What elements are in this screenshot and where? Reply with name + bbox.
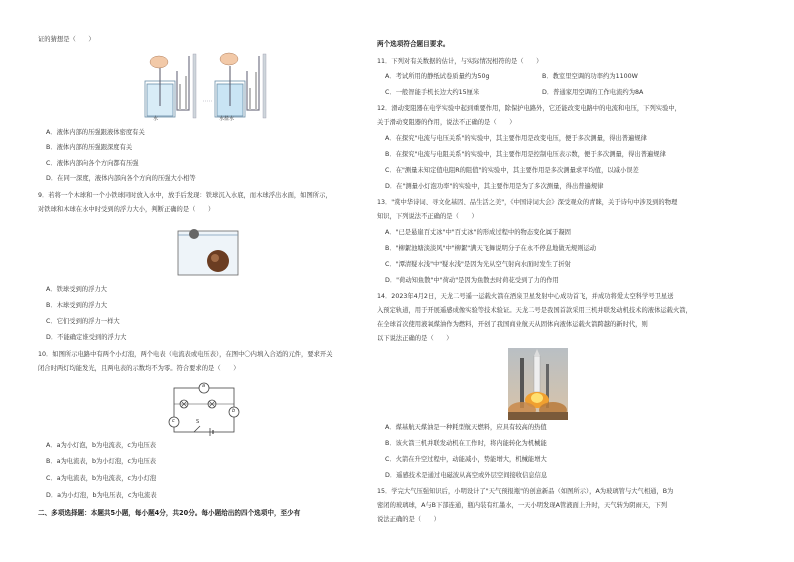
q13-line-2: 知识，下列说法不正确的是（ ） (377, 213, 478, 220)
q10-label-b: b (232, 408, 236, 414)
q11-option-b: B．教室里空调的功率约为1100W (542, 73, 638, 80)
q10-line-2: 闭合时两灯均能发光，且两电表的示数均不为零。符合要求的是（ ） (38, 365, 240, 372)
q14-line-3: 在全球首次使用液氧煤油作为燃料，开创了我国商业航天从固体向液体运载火箭跨越的新时代，则 (377, 321, 648, 328)
q14-line-2: 入预定轨道，用于开展遥感成像实验等技术验证。天龙二号是我国首款采用三机并联发动机技术的液体运载火箭， (377, 307, 692, 314)
q10-option-a: A．a为小灯泡，b为电流表，c为电压表 (46, 442, 157, 449)
q14-option-c: C．火箭在升空过程中，动能减小，势能增大，机械能增大 (385, 456, 547, 463)
q11-option-c: C．一般智能手机长边大约15厘米 (385, 89, 480, 96)
q9-option-b: B．木球受到的浮力大 (46, 302, 107, 309)
q14-rocket-photo (508, 348, 568, 423)
q9-line-2: 对铁球和木球在水中时受到的浮力大小，判断正确的是（ ） (38, 206, 215, 213)
q11-option-d: D．普通家用空调的工作电流约为8A (542, 89, 644, 96)
q8-option-a: A．液体内部的压强跟液体密度有关 (46, 129, 145, 136)
q14-option-d: D．遥感技术是通过电磁波从高空或外层空间接收信息信息 (385, 472, 548, 479)
q9-option-c: C．它们受到的浮力一样大 (46, 318, 120, 325)
q13-option-b: B．"柳絮池塘淡淡风"中"柳絮"满天飞舞说明分子在永不停息地做无规则运动 (385, 245, 597, 252)
q10-label-a: a (202, 383, 206, 389)
q8-option-b: B．液体内部的压强跟深度有关 (46, 144, 133, 151)
beaker-balls-illustration (174, 219, 244, 277)
q12-line-2: 关于滑动变阻器的作用，说法不正确的是（ ） (377, 119, 516, 126)
q12-option-b: B．在探究"电流与电阻关系"的实验中，其主要作用是控制电压表示数，便于多次测量，得出普遍规律 (385, 151, 666, 158)
q12-option-c: C．在"测量未知定值电阻R的阻值"的实验中，其主要作用是多次测量求平均值，以减小误差 (385, 167, 639, 174)
q12-line-1: 12．滑动变阻器在电学实验中起到重要作用，除保护电路外，它还能改变电路中的电流和电压，下列实验中， (377, 105, 681, 112)
q10-circuit-figure (166, 382, 246, 443)
q12-option-d: D．在"测量小灯泡功率"的实验中，其主要作用是为了多次测量，得出普遍规律 (385, 183, 604, 190)
q10-label-s: S (196, 419, 200, 425)
q15-line-2: 密闭的玻璃球，A与B下部连通，瓶内装有红墨水，一天小明发现A管液面上升时，天气转为阴雨天，下列 (377, 502, 667, 509)
q13-option-a: A．"已是悬崖百丈冰"中"百丈冰"的形成过程中的物态变化属于凝固 (385, 229, 571, 236)
q12-option-a: A．在探究"电流与电压关系"的实验中，其主要作用是改变电压，便于多次测量，得出普遍规律 (385, 135, 647, 142)
q13-option-d: D．"荷动知鱼散"中"荷动"是因为鱼散去时荷花受到了力的作用 (385, 277, 559, 284)
q14-line-1: 14．2023年4月2日，天龙二号遥一运载火箭在酒泉卫星发射中心成功首飞，并成功将爱太空科学号卫星送 (377, 293, 674, 300)
q9-float-figure (174, 219, 244, 280)
q14-option-a: A．煤基航天煤油是一种耗型航天燃料，应具有较高的热值 (385, 424, 547, 431)
q8-pressure-figure (143, 46, 273, 129)
q8-label-water: 水 (153, 116, 159, 122)
q9-line-1: 9．若将一个木球和一个小铁球同时放入水中，放手后发现：铁球沉入水底，而木球浮出水面，如图所示， (38, 192, 332, 199)
q15-line-1: 15．学完大气压强知识后，小明设计了"天气预报瓶"的创意新品（如图所示），A为玻璃管与大气相通，B为 (377, 488, 674, 495)
q10-label-c: c (172, 418, 175, 424)
q14-option-b: B．该火箭三机并联发动机在工作时，将内能转化为机械能 (385, 440, 547, 447)
q14-line-4: 以下说法正确的是（ ） (377, 335, 453, 342)
q13-option-c: C．"潭清疑水浅"中"疑水浅"是因为光从空气射向水面时发生了折射 (385, 261, 571, 268)
q10-option-b: B．a为电流表，b为小灯泡，c为电压表 (46, 458, 157, 465)
q13-line-1: 13．"赏中华诗词、寻文化基因、品生活之美"，《中国诗词大会》深受观众的青睐，关于诗句中涉及到的物理 (377, 199, 678, 206)
section-2-tail: 两个选项符合题目要求。 (377, 40, 450, 48)
q9-option-d: D．不能确定谁受到的浮力大 (46, 334, 127, 341)
q10-option-c: C．a为电流表，b为电流表，c为小灯泡 (46, 475, 157, 482)
q8-option-c: C．液体内部向各个方向都有压强 (46, 160, 139, 167)
q8-option-d: D．在同一深度，液体内部向各个方向的压强大小相等 (46, 175, 196, 182)
q9-option-a: A．铁球受到的浮力大 (46, 286, 107, 293)
rocket-launch-image (508, 348, 568, 420)
q8-tail: 证的猜想是（ ） (38, 36, 95, 43)
q11-option-a: A．考试所用的静纸试卷质量约为50g (385, 73, 490, 80)
section-2-heading: 二、多项选择题：本题共5小题，每小题4分，共20分。每小题给出的四个选项中，至少有 (38, 509, 301, 517)
pressure-experiment-illustration (143, 46, 273, 126)
q11-line: 11．下列对有关数据的估计，与实际情况相符的是（ ） (377, 58, 543, 65)
q10-line-1: 10．如图所示电路中有两个小灯泡，两个电表（电流表或电压表），在图中〇内填入合适的元件，要求开关 (38, 351, 333, 358)
q10-option-d: D．a为小灯泡，b为电压表，c为电流表 (46, 492, 157, 499)
q15-line-3: 说法正确的是（ ） (377, 516, 440, 523)
q8-label-saltwater: 水盐水 (219, 116, 235, 122)
